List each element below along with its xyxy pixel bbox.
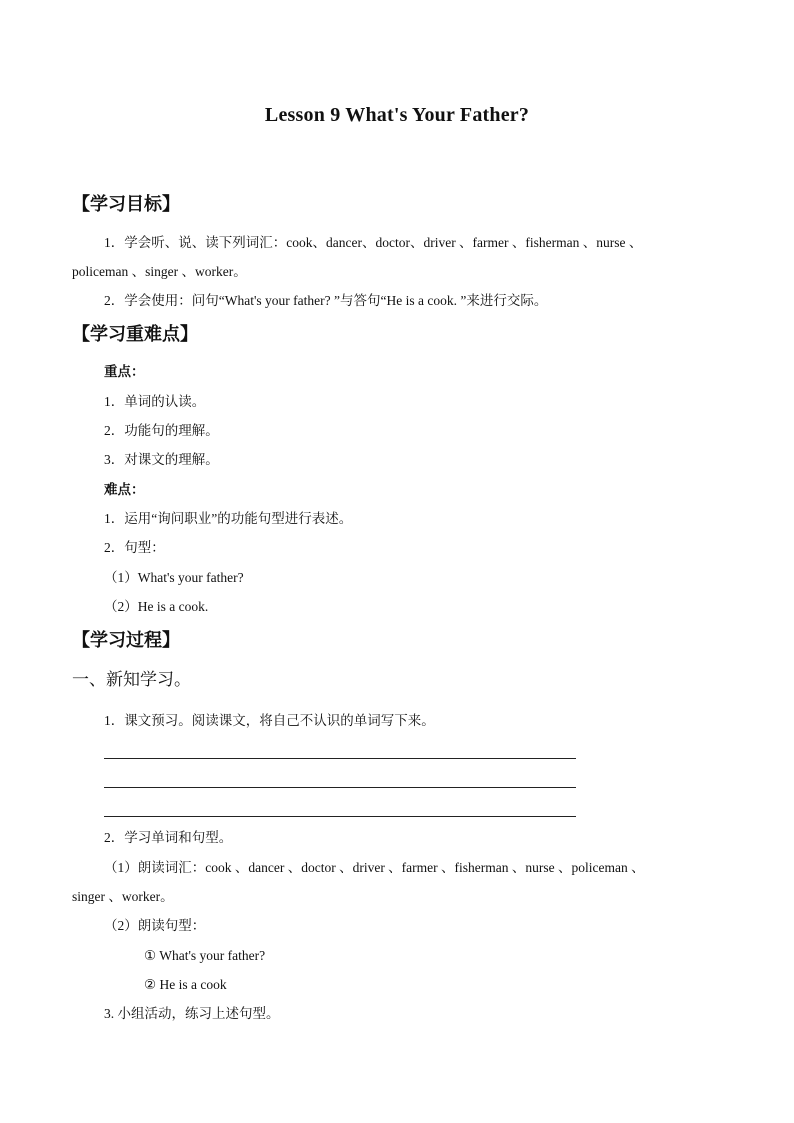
objectives-item-1-line-2: policeman 、singer 、worker。 (72, 264, 247, 279)
difficulty-sentence-2: （2）He is a cook. (104, 599, 209, 614)
part-1-title: 一、新知学习。 (72, 670, 191, 690)
focus-item-3: 3．对课文的理解。 (104, 452, 219, 467)
step-3: 3. 小组活动，练习上述句型。 (104, 1006, 280, 1021)
focus-item-1: 1．单词的认读。 (104, 394, 206, 409)
sentence-1: ① What's your father? (144, 948, 266, 963)
difficulty-sentence-1: （1）What's your father? (104, 570, 244, 585)
sentence-2: ② He is a cook (144, 977, 227, 992)
step-2-sub-1-line-2: singer 、worker。 (72, 889, 174, 904)
focus-item-2: 2．功能句的理解。 (104, 423, 219, 438)
key-points-heading: 【学习重难点】 (72, 324, 198, 345)
objectives-item-1-line-1: 1．学会听、说、读下列词汇：cook、dancer、doctor、driver 、farmer 、fisherman 、nurse 、 (104, 235, 643, 250)
focus-label: 重点： (104, 364, 145, 379)
difficulty-label: 难点： (104, 482, 145, 497)
answer-line-1[interactable] (104, 758, 576, 759)
page-title: Lesson 9 What's Your Father? (264, 104, 530, 126)
answer-line-2[interactable] (104, 787, 576, 788)
process-heading: 【学习过程】 (72, 630, 180, 651)
answer-line-3[interactable] (104, 816, 576, 817)
objectives-heading: 【学习目标】 (72, 194, 180, 215)
step-2: 2．学习单词和句型。 (104, 830, 233, 845)
step-2-sub-1-line-1: （1）朗读词汇：cook 、dancer 、doctor 、driver 、farmer 、fisherman 、nurse 、policeman 、 (104, 860, 645, 875)
step-1: 1．课文预习。阅读课文，将自己不认识的单词写下来。 (104, 713, 435, 728)
difficulty-item-2: 2．句型： (104, 540, 165, 555)
objectives-item-2: 2．学会使用：问句“What's your father? ”与答句“He is a cook. ”来进行交际。 (104, 293, 548, 308)
step-2-sub-2: （2）朗读句型： (104, 918, 206, 933)
difficulty-item-1: 1．运用“询问职业”的功能句型进行表述。 (104, 511, 353, 526)
